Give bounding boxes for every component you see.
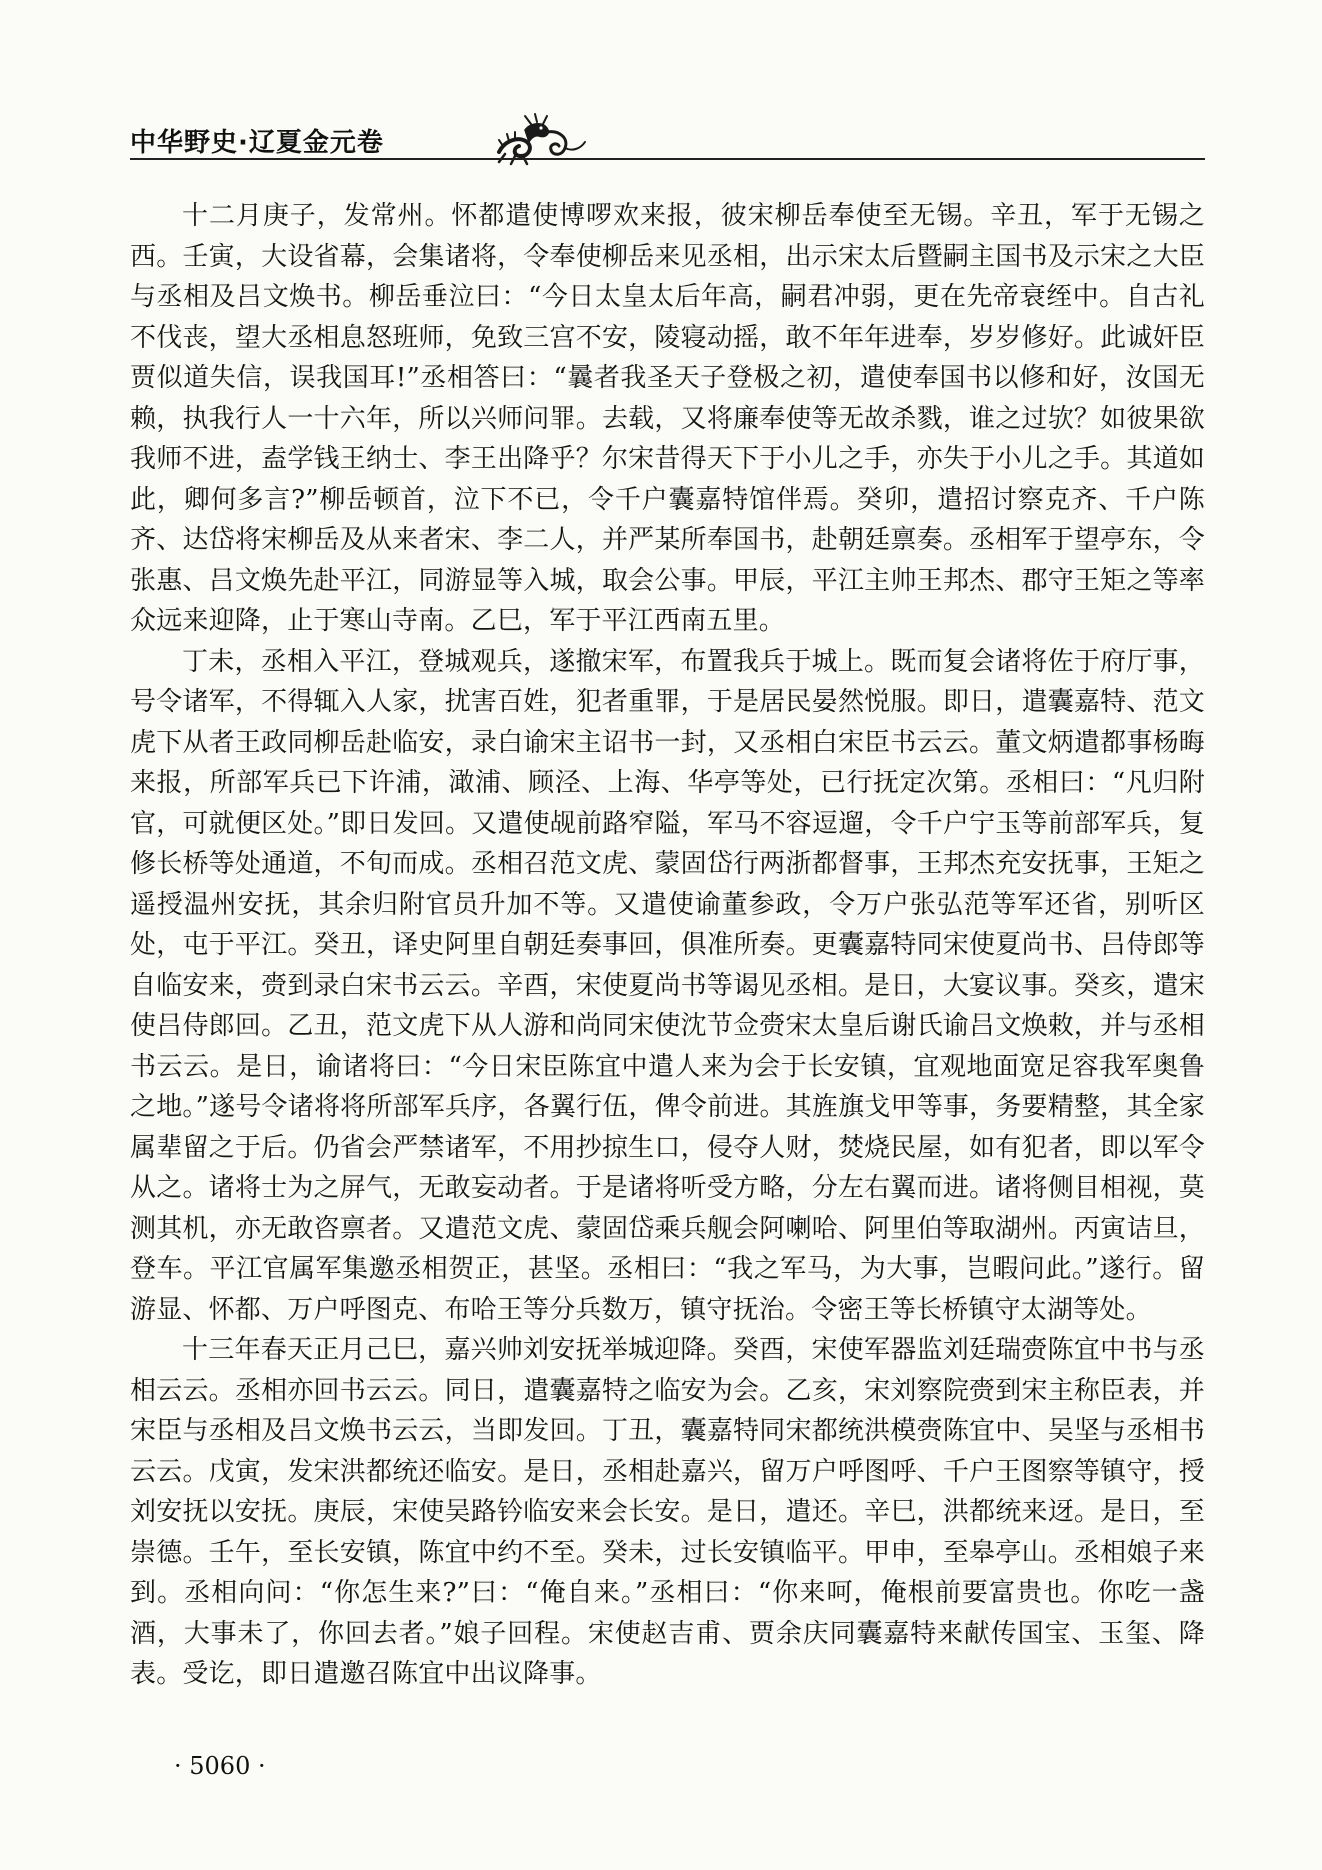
book-title: 中华野史·辽夏金元卷	[130, 128, 384, 158]
main-text	[130, 196, 1205, 1695]
paragraph: 十二月庚子，发常州。怀都遣使博啰欢来报，彼宋柳岳奉使至无锡。辛丑，军于无锡之西。壬寅，大设省幕，会集诸将，令奉使柳岳来见丞相，出示宋太后暨嗣主国书及示宋之大臣与丞相及吕文焕书。柳岳垂泣曰：“今日太皇太后年高，嗣君冲弱，更在先帝衰绖中。自古礼不伐丧，望大丞相息怒班师，免致三宫不安，陵寝动摇，敢不年年进奉，岁岁修好。此诚奸臣贾似道失信，误我国耳!”丞相答曰：“曩者我圣天子登极之初，遣使奉国书以修和好，汝国无赖，执我行人一十六年，所以兴师问罪。去载，又将廉奉使等无故杀戮，谁之过欤？如彼果欲我师不进，盍学钱王纳士、李王出降乎？尔宋昔得天下于小儿之手，亦失于小儿之手。其道如此，卿何多言?”柳岳顿首，泣下不已，令千户囊嘉特馆伴焉。癸卯，遣招讨察克齐、千户陈齐、达岱将宋柳岳及从来者宋、李二人，并严某所奉国书，赴朝廷禀奏。丞相军于望亭东，令张惠、吕文焕先赴平江，同游显等入城，取会公事。甲辰，平江主帅王邦杰、郡守王矩之等率众远来迎降，止于寒山寺南。乙巳，军于平江西南五里。	[130, 201, 1205, 636]
paragraph: 十三年春天正月己巳，嘉兴帅刘安抚举城迎降。癸酉，宋使军器监刘廷瑞赍陈宜中书与丞相云云。丞相亦回书云云。同日，遣囊嘉特之临安为会。乙亥，宋刘察院赍到宋主称臣表，并宋臣与丞相及吕文焕书云云，当即发回。丁丑，囊嘉特同宋都统洪模赍陈宜中、吴坚与丞相书云云。戊寅，发宋洪都统还临安。是日，丞相赴嘉兴，留万户呼图呼、千户王图察等镇守，授刘安抚以安抚。庚辰，宋使吴路钤临安来会长安。是日，遣还。辛巳，洪都统来迓。是日，至崇德。壬午，至长安镇，陈宜中约不至。癸未，过长安镇临平。甲申，至皋亭山。丞相娘子来到。丞相向问：“你怎生来?”曰：“俺自来。”丞相曰：“你来呵，俺根前要富贵也。你吃一盏酒，大事未了，你回去者。”娘子回程。宋使赵吉甫、贾余庆同囊嘉特来献传国宝、玉玺、降表。受讫，即日遣邀召陈宜中出议降事。	[130, 1335, 1205, 1689]
paragraph: 丁未，丞相入平江，登城观兵，遂撤宋军，布置我兵于城上。既而复会诸将佐于府厅事，号令诸军，不得辄入人家，扰害百姓，犯者重罪，于是居民晏然悦服。即日，遣囊嘉特、范文虎下从者王政同柳岳赴临安，录白谕宋主诏书一封，又丞相白宋臣书云云。董文炳遣都事杨晦来报，所部军兵已下许浦，澉浦、顾泾、上海、华亭等处，已行抚定次第。丞相曰：“凡归附官，可就便区处。”即日发回。又遣使觇前路窄隘，军马不容逗遛，令千户宁玉等前部军兵，复修长桥等处通道，不旬而成。丞相召范文虎、蒙固岱行两浙都督事，王邦杰充安抚事，王矩之遥授温州安抚，其余归附官员升加不等。又遣使谕董参政，令万户张弘范等军还省，别听区处，屯于平江。癸丑，译史阿里自朝廷奏事回，俱准所奏。更囊嘉特同宋使夏尚书、吕侍郎等自临安来，赍到录白宋书云云。辛酉，宋使夏尚书等谒见丞相。是日，大宴议事。癸亥，遣宋使吕侍郎回。乙丑，范文虎下从人游和尚同宋使沈节佥赍宋太皇后谢氏谕吕文焕敕，并与丞相书云云。是日，谕诸将曰：“今日宋臣陈宜中遣人来为会于长安镇，宜观地面宽足容我军奥鲁之地。”遂号令诸将将所部军兵序，各翼行伍，俾令前进。其旌旗戈甲等事，务要精整，其全家属辈留之于后。仍省会严禁诸军，不用抄掠生口，侵夺人财，焚烧民屋，如有犯者，即以军令从之。诸将士为之屏气，无敢妄动者。于是诸将听受方略，分左右翼而进。诸将侧目相视，莫测其机，亦无敢咨禀者。又遣范文虎、蒙固岱乘兵舰会阿喇哈、阿里伯等取湖州。丙寅诘旦，登车。平江官属军集邀丞相贺正，甚坚。丞相曰：“我之军马，为大事，岂暇问此。”遂行。留游显、怀都、万户呼图克、布哈王等分兵数万，镇守抚治。令密王等长桥镇守太湖等处。	[130, 646, 1205, 1325]
page-number: · 5060 ·	[174, 1752, 266, 1780]
header-rule	[130, 158, 1205, 160]
page-header	[130, 112, 1210, 172]
